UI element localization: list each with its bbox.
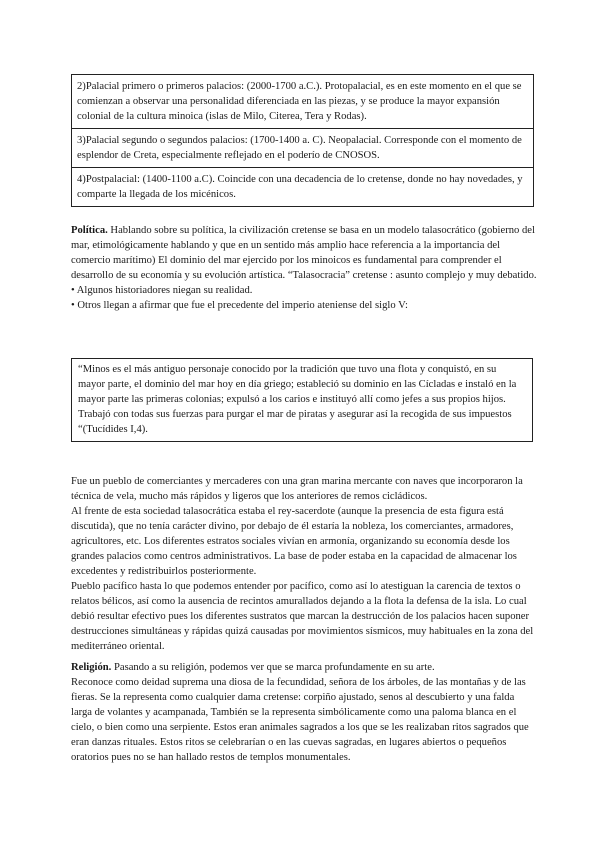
religion-body: Reconoce como deidad suprema una diosa de la fecundidad, señora de los árboles, de las montañas y de las fieras. Se la representa como cualquier dama cretense: corpiño ajustado, senos al descubierto y una falda larga de volantes y acampanada, También se la representa simbólicamente como una paloma blanca en el cielo, o bien como una serpiente. Estos eran animales sagrados a los que se les realizaban ritos sagrados que eran danzas rituales. Estos ritos se celebrarían o en las cuevas sagradas, en lugares abiertos o pequeños oratorios pues no se han hallado restos de templos monumentales. (71, 677, 529, 763)
table-row (72, 75, 534, 129)
period-cell-postpalacial: 4)Postpalacial: (1400-1100 a.C). Coincide con una decadencia de lo cretense, donde no hay novedades, y comparte la llegada de los micénicos. (72, 168, 534, 207)
table-row (72, 168, 534, 207)
period-cell-protopalacial: 2)Palacial primero o primeros palacios: (2000-1700 a.C.). Protopalacial, es en este momento en el que se comienzan a observar una personalidad diferenciada en las piezas, y se produce la mayor expansión colonial de la cultura minoica (islas de Milo, Citerea, Tera y Rodas). (72, 75, 534, 129)
religion-intro-paragraph (71, 660, 537, 675)
thucydides-quote-box (71, 358, 533, 442)
table-row (72, 129, 534, 168)
politica-paragraph (71, 223, 537, 283)
quote-text: “Minos es el más antiguo personaje conocido por la tradición que tuvo una flota y conquistó, en su mayor parte, el dominio del mar hoy en día griego; estableció su dominio en las Cícladas e instaló en la mayor parte las primeras colonias; expulsó a los carios e instituyó allí como jefes a sus propios hijos. Trabajó con todas sus fuerzas para purgar el mar de piratas y asegurar así la recogida de sus impuestos “(Tucídides I,4). (78, 364, 517, 435)
religion-section (71, 660, 537, 765)
periods-table (71, 74, 534, 207)
politica-text: Hablando sobre su política, la civilización cretense se basa en un modelo talasocrático (gobierno del mar, etimológicamente hablando y que en un sentido más amplio hace referencia a la importancia del comercio marítimo) El dominio del mar ejercido por los minoicos es fundamental para comprender el desarrollo de su economía y su evolución artística. “Talasocracia” cretense : asunto complejo y muy debatido. (71, 225, 537, 281)
commerce-paragraph-1: Fue un pueblo de comerciantes y mercaderes con una gran marina mercante con naves que incorporaron la técnica de vela, mucho más rápidos y ligeros que los anteriores de remos cicládicos. (71, 476, 523, 502)
religion-intro: Pasando a su religión, podemos ver que se marca profundamente en su arte. (111, 662, 435, 673)
commerce-section (71, 474, 537, 654)
commerce-paragraph-2: Al frente de esta sociedad talasocrática estaba el rey-sacerdote (aunque la presencia de esta figura está discutida), que no tenía carácter divino, por debajo de él estaría la nobleza, los comerciantes, armadores, agricultores, etc. Los diferentes estratos sociales vivían en armonía, organizando su economía desde los grandes palacios como centros administrativos. La base de poder estaba en la capacidad de almacenar los excedentes y redistribuirlos posteriormente. (71, 506, 517, 577)
politica-bullet-1: • Algunos historiadores niegan su realidad. (71, 285, 253, 296)
politica-bullet-2: • Otros llegan a afirmar que fue el precedente del imperio ateniense del siglo V: (71, 300, 408, 311)
politica-section (71, 223, 537, 313)
religion-heading: Religión. (71, 662, 112, 673)
politica-heading: Política. (71, 225, 108, 236)
period-cell-neopalacial: 3)Palacial segundo o segundos palacios: (1700-1400 a. C). Neopalacial. Corresponde con el momento de esplendor de Creta, especialmente reflejado en el poderío de CNOSOS. (72, 129, 534, 168)
commerce-paragraph-3: Pueblo pacífico hasta lo que podemos entender por pacífico, como así lo atestiguan la carencia de textos o relatos bélicos, así como la ausencia de recintos amurallados dejando a la flota la defensa de la isla. Lo cual debió resultar efectivo pues los diferentes sustratos que marcan la destrucción de los palacios hacen suponer destrucciones simultáneas y rápidas quizá causadas por movimientos sísmicos, muy habituales en la zona del mediterráneo oriental. (71, 581, 534, 652)
